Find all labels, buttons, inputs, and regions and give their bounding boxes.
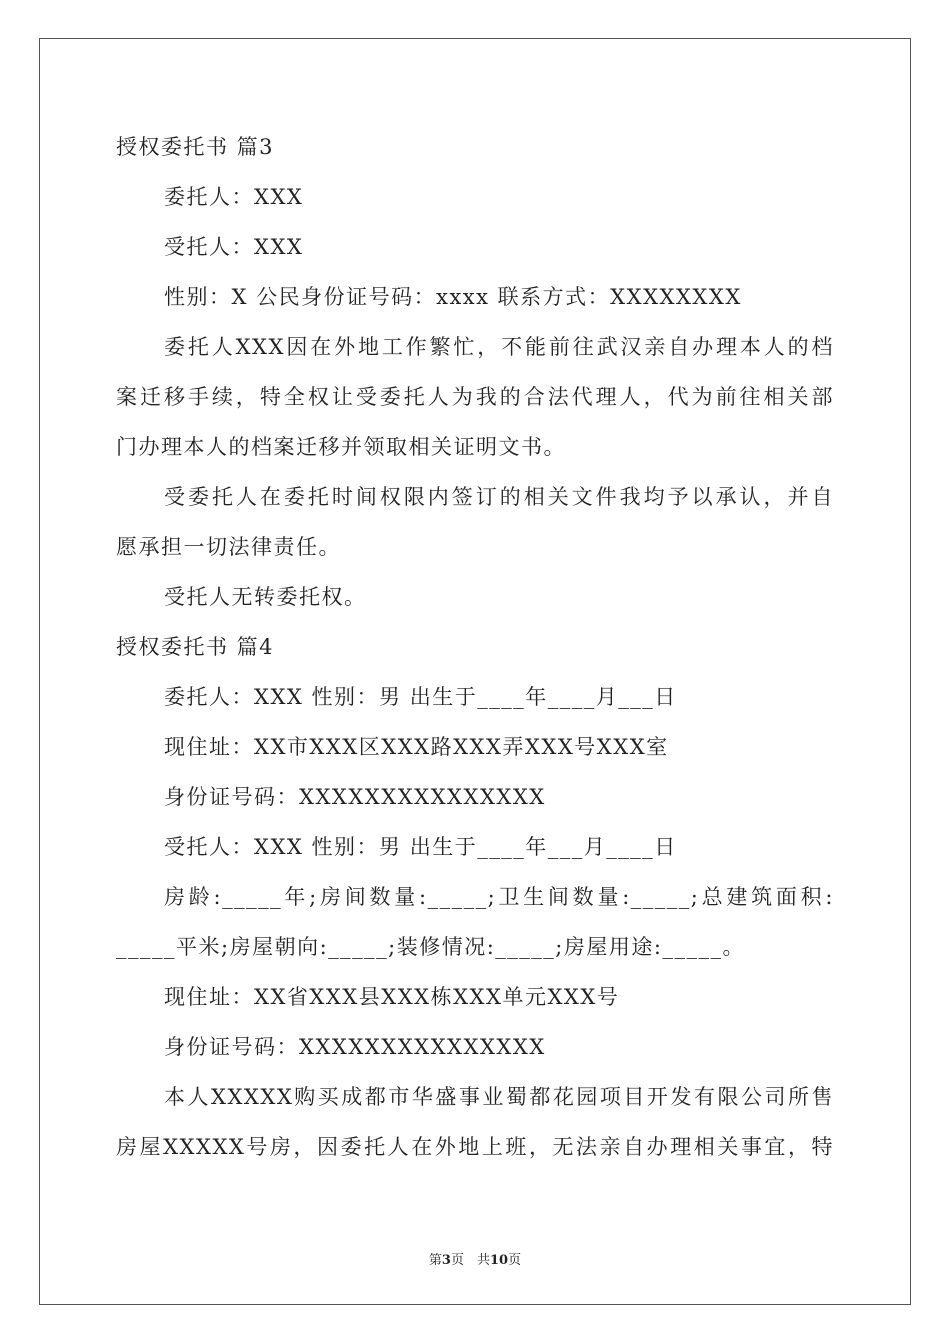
- document-body: [116, 122, 834, 1172]
- paragraph-line: 身份证号码：XXXXXXXXXXXXXXX: [164, 785, 546, 809]
- paragraph-line: _____平米;房屋朝向:_____;装修情况:_____;房屋用途:_____。: [116, 935, 745, 959]
- paragraph-line: 性别：X 公民身份证号码：xxxx 联系方式：XXXXXXXX: [164, 285, 742, 309]
- paragraph-line: 受托人：XXX: [164, 235, 304, 259]
- paragraph-line: 房屋XXXXX号房，因委托人在外地上班，无法亲自办理相关事宜，特: [116, 1135, 834, 1159]
- paragraph-line: 受委托人在委托时间权限内签订的相关文件我均予以承认，并自: [164, 485, 834, 509]
- page-footer: [0, 1249, 950, 1268]
- paragraph-line: 门办理本人的档案迁移并领取相关证明文书。: [116, 435, 566, 459]
- paragraph-line: 身份证号码：XXXXXXXXXXXXXXX: [164, 1035, 546, 1059]
- page-prefix: 第: [428, 1253, 442, 1268]
- paragraph-line: 委托人XXX因在外地工作繁忙，不能前往武汉亲自办理本人的档: [164, 335, 834, 359]
- section-title: 授权委托书 篇3: [116, 135, 275, 159]
- page-mid: 页 共: [450, 1253, 490, 1268]
- page-current: 3: [441, 1253, 451, 1268]
- paragraph-line: 受托人无转委托权。: [164, 585, 367, 609]
- page-total: 10: [489, 1253, 509, 1268]
- paragraph-line: 受托人：XXX 性别：男 出生于____年___月____日: [164, 835, 677, 859]
- paragraph-line: 委托人：XXX 性别：男 出生于____年____月___日: [164, 685, 677, 709]
- paragraph-line: 愿承担一切法律责任。: [116, 535, 341, 559]
- paragraph-line: 委托人：XXX: [164, 185, 304, 209]
- paragraph-line: 案迁移手续，特全权让受委托人为我的合法代理人，代为前往相关部: [116, 385, 834, 409]
- paragraph-line: 本人XXXXX购买成都市华盛事业蜀都花园项目开发有限公司所售: [164, 1085, 834, 1109]
- paragraph-line: 现住址：XX省XXX县XXX栋XXX单元XXX号: [164, 985, 620, 1009]
- paragraph-line: 现住址：XX市XXX区XXX路XXX弄XXX号XXX室: [164, 735, 669, 759]
- paragraph-line: 房龄:_____年;房间数量:_____;卫生间数量:_____;总建筑面积:: [164, 885, 834, 909]
- section-title: 授权委托书 篇4: [116, 635, 275, 659]
- page-suffix: 页: [508, 1253, 522, 1268]
